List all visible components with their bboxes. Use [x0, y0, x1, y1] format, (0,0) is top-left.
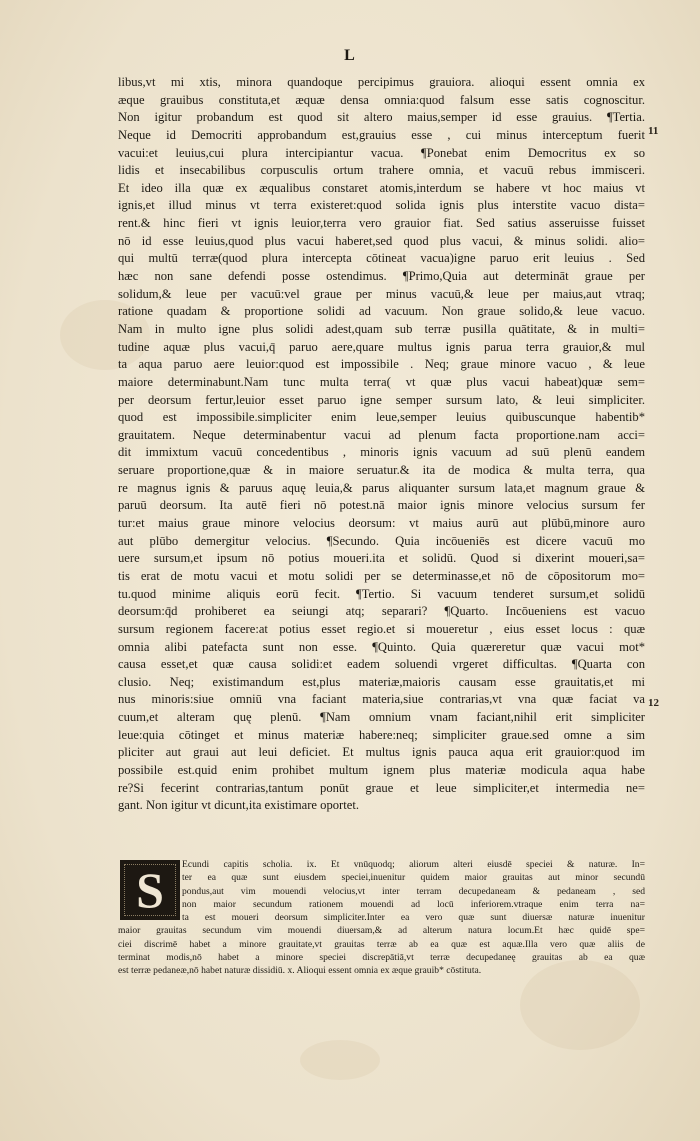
text-line: re magnus ignis & paruus aquę leuia,& parus aliquanter sursum lata,et magnum graue & [118, 480, 645, 495]
text-line: rent.& hinc fieri vt ignis leuior,terra vero grauior fiat. Sed satius asseruisse fuisset [118, 216, 645, 231]
scholia-line: terminat modis,nō habet a minore speciei discrepātiā,vt terræ decupedaneę grauitas ab ea quæ [118, 952, 645, 964]
text-line: Nam in multo igne plus solidi adest,quam sub terræ pusilla quātitate, & in multi= [118, 321, 645, 336]
text-line: seruare proportione,quæ & in maiore seruatur.& ita de modica & multa terra, qua [118, 463, 645, 478]
scholia-line: non maior secundum rationem mouendi ad locū inferiorem.vtraque enim terra na= [182, 898, 645, 910]
text-line: tu.quod minime aliquis eorū fecit. ¶Tertio. Si vacuum tenderet sursum,et solidū [118, 586, 645, 601]
text-line: omnia alibi patefacta sunt non esse. ¶Quinto. Quia quæreretur quæ vacui mot* [118, 639, 645, 654]
text-line: pliciter aut graui aut leui deficiet. Et multus ignis pauca aqua erit grauior:quod im [118, 745, 645, 760]
text-line: æque grauibus constituta,et æquæ densa omnia:quod falsum esse satis cognoscitur. [118, 92, 645, 107]
scholia-line: pondus,aut vim mouendi velocius,vt inter terram decupedaneam & pedaneam , sed [182, 885, 645, 897]
text-line: tis erat de motu vacui et motu solidi per se determinasse,et nō de cōpositorum mo= [118, 568, 645, 583]
text-line: sursum regionem facere:at potius esset regio.et si moueretur , eius esset locus : quæ [118, 621, 645, 636]
text-line: Neque id Democriti approbandum est,grauius esse , cui minus interceptum fuerit [118, 127, 645, 142]
scholia-block [118, 858, 645, 978]
initial-letter: S [136, 862, 164, 918]
text-line: per deorsum fertur,leuior esset paruo igne semper sursum lato, & leui simpliciter. [118, 392, 645, 407]
text-line: vacui:et leuius,cui plura intercipiantur vacua. ¶Ponebat enim Democritus ex so [118, 145, 645, 160]
text-line: ignis,et illud minus vt terra existeret:quod solida ignis plus interstite vacuo dista= [118, 198, 645, 213]
scholia-line: maior grauitas secundum vim mouendi diuersam,& ad alterum natura locum.Et hæc quidē spe= [118, 925, 645, 937]
text-line: leue:quia cōtinget et minus materiæ habere:neq; simpliciter graue.sed omne a sim [118, 727, 645, 742]
text-line: Et ideo illa quæ ex æqualibus constaret atomis,interdum se habere vt hoc maius vt [118, 180, 645, 195]
scholia-line: ter ea quæ sunt eiusdem speciei,inuenitur quidem maior grauitas aut minor secundū [182, 872, 645, 884]
main-text-block [118, 74, 645, 815]
scholia-line: Ecundi capitis scholia. ix. Et vnūquodq; aliorum alteri eiusdē speciei & naturæ. In= [182, 859, 645, 870]
text-line: ta aqua paruo aere leuior:quod est impossibile . Neq; graue minore vacuo , & leue [118, 357, 645, 372]
text-line: cuum,et alteram quę plenū. ¶Nam omnium vnam faciant,nihil erit simpliciter [118, 710, 645, 725]
text-line: aut plūbo demergitur velocius. ¶Secundo. Quia incōueniēs est dicere vacuū mo [118, 533, 645, 548]
folio-number: L [344, 47, 356, 64]
text-line: maiore determinabunt.Nam tunc multa terra( vt quæ plus vacui habeat)quæ sem= [118, 374, 645, 389]
paper-stain [300, 1040, 380, 1080]
text-line: paruū deorsum. Ita autē fieri nō potest.nā maior ignis minore velocius sursum fer [118, 498, 645, 513]
scholia-line: est terræ pedaneæ,nō habet naturæ dissidiū. x. Alioqui essent omnia ex æque grauib* cōstituta. [118, 965, 482, 977]
text-line: solidum,& leue per vacuū:vel graue per minus vacuū,& leue per maius,aut vtraq; [118, 286, 645, 301]
text-line: hæc non sane defendi posse ostendimus. ¶Primo,Quia aut determināt graue per [118, 269, 645, 284]
scholia-line: ta est moueri deorsum simpliciter.Inter ea vero quæ sunt diuersæ naturæ inuenitur [182, 912, 645, 924]
scholia-line: ciei discrimē habet a minore grauitate,vt grauitas terræ ab ea quæ est aquæ.Illa vero quæ aliis de [118, 938, 645, 950]
text-line: tudine aquæ plus vacui,q̄ paruo aere,quare multus ignis parua terra grauior,& mul [118, 339, 645, 354]
text-line: causa esset,et quæ causa solidi:et eadem soluendi vrgeret difficultas. ¶Quarta con [118, 657, 645, 672]
text-line: gant. Non igitur vt dicunt,ita existimare oportet. [118, 798, 359, 813]
text-line: tur:et maius graue minore velocius deorsum: vt maius aurū aut plūbū,minore auro [118, 516, 645, 531]
text-line: ratione quadam & proportione solidi ad vacuum. Non graue solido,& leue vacuo. [118, 304, 645, 319]
text-line: quod est impossibile.simpliciter enim leue,semper leuius quibuscunque habentib* [118, 410, 645, 425]
text-line: libus,vt mi xtis, minora quandoque percipimus grauiora. alioqui essent omnia ex [118, 75, 645, 89]
text-line: lidis et insecabilibus corpusculis ortum trahere omnia, et vacuū rebus immisceri. [118, 163, 645, 178]
text-line: deorsum:q̄d prohiberet ea seiungi atq; separari? ¶Quarto. Incōueniens est vacuo [118, 604, 645, 619]
text-line: clusio. Neq; existimandum est,plus materiæ,maioris causam esse grauitatis,et mi [118, 674, 645, 689]
text-line: possibile est.quid enim prohibet multum ignem plus materiæ modicula aqua habe [118, 762, 645, 777]
margin-number: 11 [648, 125, 659, 137]
text-line: nus minoris:siue omniū vna faciant materia,siue contrarias,vt vna quæ faciat va [118, 692, 645, 707]
margin-number: 12 [648, 697, 659, 709]
text-line: Non igitur probandum est quod sit altero maius,semper id esse grauius. ¶Tertia. [118, 110, 645, 125]
text-line: nō id esse leuius,quod plus vacui haberet,sed quod plus vacui, & minus solidi. alio= [118, 233, 645, 248]
text-line: uere sursum,et ipsum nō potius moueri.ita et solidū. Quod si dixerint moueri,sa= [118, 551, 645, 566]
text-line: qui multū terræ(quod plura intercepta cōtineat vacua)igne paruo erit leuius . Sed [118, 251, 645, 266]
text-line: re?Si fecerint contrarias,tantum ponūt graue et leue simpliciter,et intermedia ne= [118, 780, 645, 795]
text-line: dit immixtum vacuū concedentibus , minoris ignis vacuum ad suū plenū eandem [118, 445, 645, 460]
text-line: grauitatem. Neque determinabentur vacui ad plenum facta proportione.nam acci= [118, 427, 645, 442]
